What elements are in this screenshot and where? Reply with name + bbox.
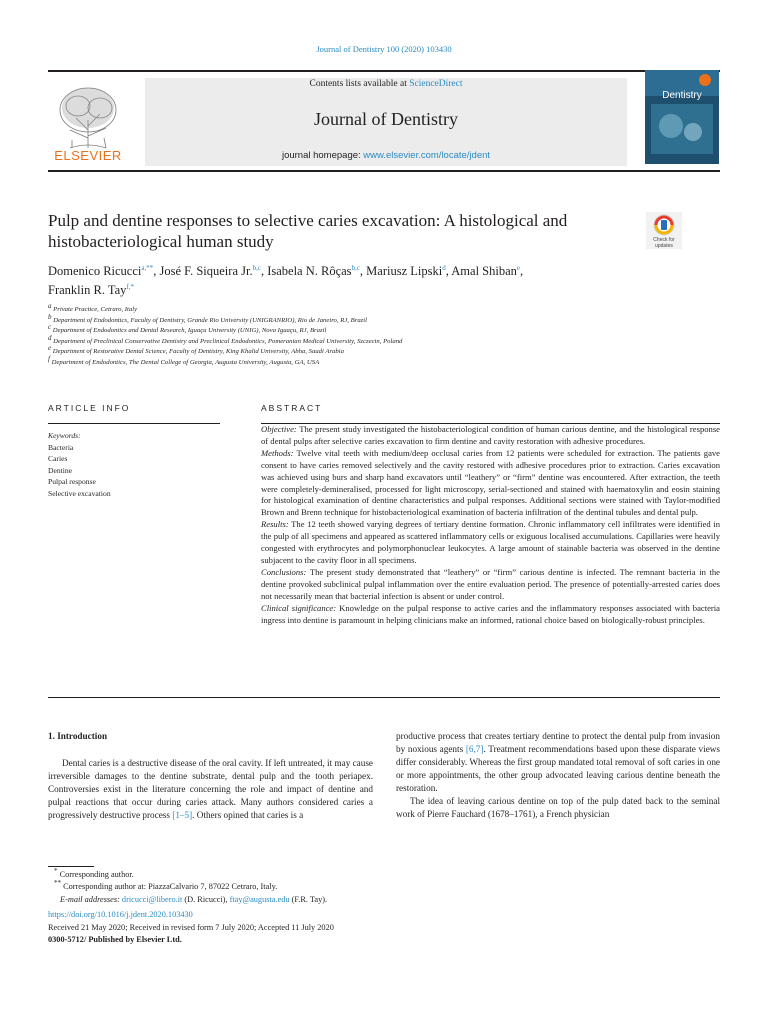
author-sup[interactable]: e xyxy=(516,263,521,272)
abstract-clinical-significance xyxy=(261,603,720,627)
article-info-rule xyxy=(48,423,220,424)
author-sup[interactable]: b,c xyxy=(252,263,261,272)
homepage-link[interactable]: www.elsevier.com/locate/jdent xyxy=(363,150,491,161)
keyword-item: Caries xyxy=(48,454,68,463)
author-name[interactable]: Isabela N. Rôças xyxy=(267,264,352,278)
check-updates-line2: updates xyxy=(655,243,673,249)
author-sup[interactable]: a,** xyxy=(141,263,154,272)
affiliation-text: Department of Endodontics, The Dental College of Georgia, Augusta University, Augusta, GA, USA xyxy=(51,358,320,366)
keyword-item: Dentine xyxy=(48,465,73,475)
footnote-sup: * xyxy=(54,867,58,876)
article-info-heading: ARTICLE INFO xyxy=(48,403,131,413)
abstract-objective xyxy=(261,424,720,448)
email-label: E-mail addresses: xyxy=(60,894,120,904)
abstract-heading: ABSTRACT xyxy=(261,403,323,413)
affiliation-text: Department of Endodontics, Faculty of Dentistry, Grande Rio University (UNIGRANRIO), Rio de Janeiro, RJ, Brazil xyxy=(53,316,367,324)
affiliations xyxy=(48,301,720,368)
keyword-item: Pulpal response xyxy=(48,477,96,486)
sciencedirect-link[interactable]: ScienceDirect xyxy=(409,79,463,89)
article-title: Pulp and dentine responses to selective caries excavation: A histological and histobacteriological human study xyxy=(48,211,568,251)
author-list xyxy=(48,262,668,300)
author-separator: , xyxy=(260,264,268,278)
author-separator: , xyxy=(520,264,524,278)
header-top-rule xyxy=(48,70,720,72)
citation-link[interactable]: [1–5] xyxy=(172,810,193,820)
affiliation-sup: b xyxy=(48,312,52,321)
journal-cover-image[interactable] xyxy=(645,70,719,164)
footnote-corresponding-1 xyxy=(48,869,720,881)
author-name[interactable]: Mariusz Lipski xyxy=(366,264,443,278)
body-text: . Others opined that caries is a xyxy=(192,810,304,820)
section-heading-introduction: 1. Introduction xyxy=(48,731,108,741)
journal-homepage xyxy=(145,150,627,161)
citation-link[interactable]: [6,7] xyxy=(465,744,484,754)
affiliation-text: Department of Endodontics and Dental Research, Iguaçu University (UNIG), Nova Iguaçu, RJ, Brazil xyxy=(52,327,327,334)
publisher-logo-text: ELSEVIER xyxy=(54,148,122,163)
journal-name: Journal of Dentistry xyxy=(314,109,458,129)
abstract-section-text: Knowledge on the pulpal response to active caries and the inflammatory responses associated with bacteria ingress into dentine is paramount in helping clinicians make an informed, rational choice based on biologically-robust principles. xyxy=(261,602,720,625)
body-paragraph: The idea of leaving carious dentine on top of the pulp dated back to the seminal work of Pierre Fauchard (1678–1761), a French physician xyxy=(396,796,720,819)
affiliation-item xyxy=(48,322,720,337)
affiliation-item xyxy=(48,333,720,348)
footnote-sup: ** xyxy=(54,879,61,888)
author-name[interactable]: Domenico Ricucci xyxy=(48,264,142,278)
body-text: productive process that creates tertiary dentine to protect the dental pulp from invasion by noxious agents xyxy=(396,731,720,754)
affiliation-sup: e xyxy=(48,343,52,352)
affiliation-item xyxy=(48,301,720,316)
keyword-item: Bacteria xyxy=(48,442,74,452)
email-owner: (D. Ricucci), xyxy=(182,894,230,904)
affiliation-sup: d xyxy=(48,333,52,342)
footnote-text: Corresponding author. xyxy=(57,870,134,879)
contents-availability xyxy=(145,79,627,89)
author-separator: , xyxy=(153,264,160,278)
check-updates-line1: Check for xyxy=(653,237,675,243)
abstract-section-label: Objective: xyxy=(261,424,297,434)
footnotes xyxy=(48,869,720,946)
affiliation-item xyxy=(48,354,720,369)
cover-icon xyxy=(645,70,719,164)
body-column-left xyxy=(48,730,373,822)
author-separator: , xyxy=(359,264,367,278)
check-updates-icon xyxy=(646,212,682,240)
affiliation-sup: f xyxy=(48,354,50,363)
affiliation-text: Department of Restorative Dental Science, Faculty of Dentistry, King Khalid University, Abha, Saudi Arabia xyxy=(52,348,344,355)
elsevier-logo[interactable] xyxy=(48,78,128,168)
affiliation-item xyxy=(48,312,720,327)
abstract-section-text: The 12 teeth showed varying degrees of tertiary dentine formation. Chronic inflammatory cell infiltrates were identified in the pulp of all specimens and appeared as scattered inflammatory cells or exiguous localised accumulations. Capillaries were heavily congested with erythrocytes and polymorphonuclear leukocytes. A large amount of stainable bacteria was observed in the dentine subjacent to the cavity floor in all specimens. xyxy=(261,519,720,565)
footnote-corresponding-2 xyxy=(48,881,720,893)
email-link[interactable]: ftay@augusta.edu xyxy=(229,894,290,904)
contents-prefix: Contents lists available at xyxy=(309,79,410,89)
doi-link[interactable]: https://doi.org/10.1016/j.jdent.2020.103430 xyxy=(48,910,193,920)
affiliation-sup: a xyxy=(48,301,52,310)
author-name[interactable]: Amal Shiban xyxy=(451,264,517,278)
body-paragraph xyxy=(48,757,373,822)
body-column-right xyxy=(396,730,720,821)
abstract-section-label: Conclusions: xyxy=(261,566,307,577)
cover-title: Dentistry xyxy=(662,90,702,101)
abstract-results xyxy=(261,519,720,567)
abstract-bottom-rule xyxy=(48,697,720,698)
affiliation-sup: c xyxy=(48,322,52,331)
author-name[interactable]: José F. Siqueira Jr. xyxy=(159,264,253,278)
body-text: Dental caries is a destructive disease of the oral cavity. If left untreated, it may cause irreversible damages to the dentine substrate, dental pulp and the tooth periapex. Controversies exist in the literature concerning the role and impact of dentine and pulpal reactions that occur during caries attack. Many authors considered caries a progressively destructive process xyxy=(48,758,373,820)
affiliation-item xyxy=(48,343,720,358)
issn-line: 0300-5712/ Published by Elsevier Ltd. xyxy=(48,935,182,945)
abstract-section-text: Twelve vital teeth with medium/deep occlusal caries from 12 patients were scheduled for extraction. The patients gave consent to have caries removed selectively and the cavity restored with adhesive procedures prior to extraction. Caries excavation was achieved using burs and sharp hand excavators until “leathery” or “firm” dentine was encountered. After extraction, the teeth were completely-demineralised, processed for light microscopy, serial-sectioned and stained with haematoxylin and eosin staining for histological examination of dentine characteristics and pulpal responses. Additional sections were stained with Taylor-modified Brown and Brenn technique for histobacteriological examination of bacteria infiltration of the dentinal tubules and dental pulp. xyxy=(261,447,720,518)
keywords-label: Keywords: xyxy=(48,431,81,440)
homepage-prefix: journal homepage: xyxy=(281,150,364,161)
author-name[interactable]: Franklin R. Tay xyxy=(48,283,127,297)
body-paragraph xyxy=(396,730,720,795)
email-owner: (F.R. Tay). xyxy=(289,894,328,904)
email-link[interactable]: dricucci@libero.it xyxy=(121,894,183,904)
journal-reference[interactable]: Journal of Dentistry 100 (2020) 103430 xyxy=(316,44,452,54)
abstract-section-text: The present study demonstrated that “leathery” or “firm” carious dentine is infected. The remnant bacteria in the dentine provoked subclinical pulpal inflammation over the entire evaluation period. The presence of potentially-arrested caries does not necessarily mean that bacterial infection is absent or under control. xyxy=(261,566,720,601)
header-bottom-rule xyxy=(48,170,720,172)
abstract-methods xyxy=(261,448,720,519)
check-for-updates-badge[interactable] xyxy=(646,212,682,252)
abstract-body xyxy=(261,424,720,626)
affiliation-text: Private Practice, Cetraro, Italy xyxy=(53,306,138,313)
author-sup[interactable]: b,c xyxy=(351,263,360,272)
received-dates: Received 21 May 2020; Received in revised form 7 July 2020; Accepted 11 July 2020 xyxy=(48,922,334,932)
abstract-section-text: The present study investigated the histobacteriological condition of human carious dentine, and the histological response of dental pulps after selective caries excavation to firm dentine and cavity restoration with adhesive procedures. xyxy=(261,424,720,446)
author-separator: , xyxy=(445,264,452,278)
abstract-section-label: Results: xyxy=(261,519,289,530)
abstract-section-label: Methods: xyxy=(261,447,294,458)
keywords-block xyxy=(48,430,220,499)
affiliation-text: Department of Preclinical Conservative Dentistry and Preclinical Endodontics, Pomeranian Medical University, Szczecin, Poland xyxy=(53,337,403,345)
abstract-section-label: Clinical significance: xyxy=(261,602,337,613)
body-text: . Treatment recommendations based upon these disparate views differ considerably. Whereas the first group mandated total removal of soft caries in one or more appointments, the other group advocated leaving carious dentine beneath the restoration. xyxy=(396,744,720,793)
footnote-text: Corresponding author at: PiazzaCalvario 7, 87022 Cetraro, Italy. xyxy=(61,882,278,892)
footnote-emails xyxy=(48,894,720,906)
abstract-conclusions xyxy=(261,567,720,603)
author-sup[interactable]: f,* xyxy=(126,282,134,291)
author-sup[interactable]: d xyxy=(442,263,446,272)
keyword-item: Selective excavation xyxy=(48,488,111,498)
